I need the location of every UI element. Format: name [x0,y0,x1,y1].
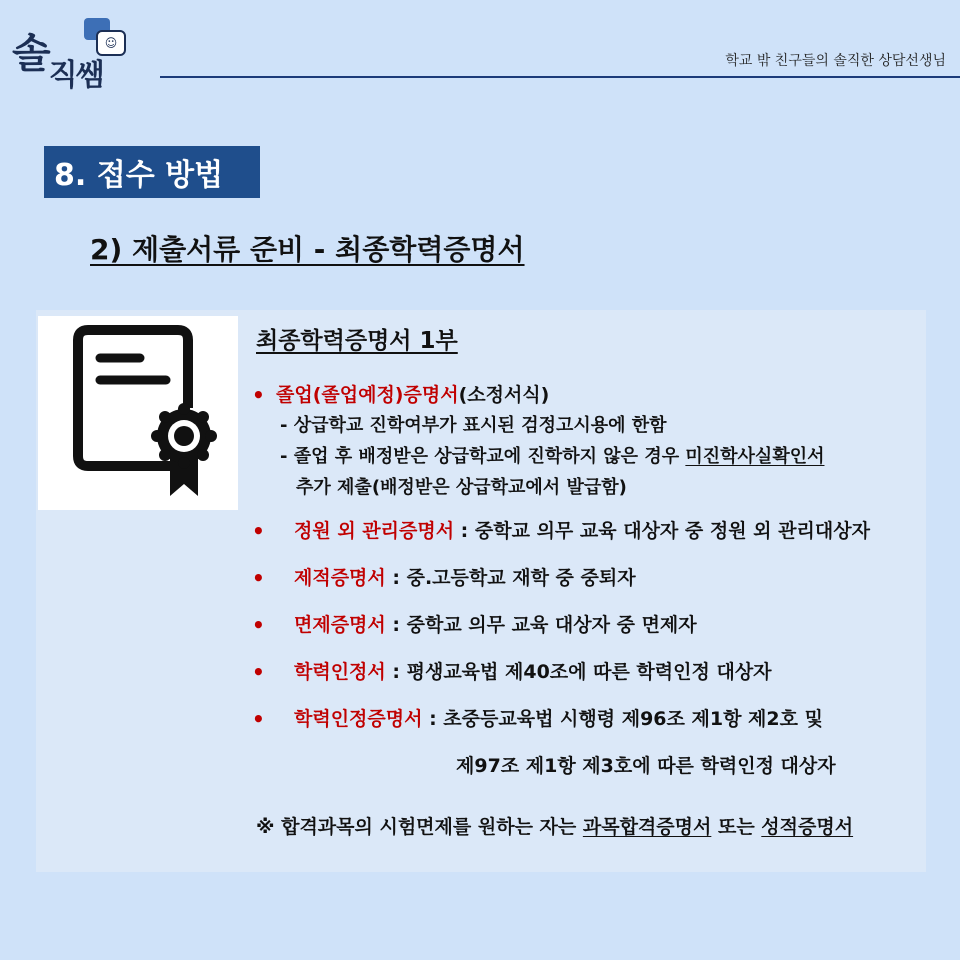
list-item: • 정원 외 관리증명서 : 중학교 의무 교육 대상자 중 정원 외 관리대상자 [252,519,870,543]
list-subitem: - 졸업 후 배정받은 상급학교에 진학하지 않은 경우 미진학사실확인서 [280,446,825,467]
doc-title: 최종학력증명서 1부 [256,328,458,354]
list-item-continuation: 제97조 제1항 제3호에 따른 학력인정 대상자 [456,755,836,777]
list-item: • 학력인정서 : 평생교육법 제40조에 따른 학력인정 대상자 [252,660,772,684]
note: ※ 합격과목의 시험면제를 원하는 자는 과목합격증명서 또는 성적증명서 [256,816,854,838]
list-item: • 졸업(졸업예정)증명서(소정서식) [256,381,936,410]
logo-bubble-face: ☺ [96,30,126,56]
header-divider [160,76,960,78]
logo-text: 솔$_{직쌤}$ [12,31,103,93]
list-subitem: - 상급학교 진학여부가 표시된 검정고시용에 한함 [280,415,667,436]
certificate-icon [38,316,238,510]
section-title: 8. 접수 방법 [44,146,260,198]
bullet: • [252,383,265,407]
sub-title: 2) 제출서류 준비 - 최종학력증명서 [90,233,525,266]
list-subitem: 추가 제출(배정받은 상급학교에서 발급함) [296,477,627,498]
list-item: • 학력인정증명서 : 초중등교육법 시행령 제96조 제1항 제2호 및 [252,707,823,731]
list-item: • 제적증명서 : 중.고등학교 재학 중 중퇴자 [252,566,636,590]
icon-box [38,316,238,510]
requirements-list [252,322,936,842]
header-tagline: 학교 밖 친구들의 솔직한 상담선생님 [725,53,946,69]
list-item: • 면제증명서 : 중학교 의무 교육 대상자 중 면제자 [252,613,697,637]
logo [8,8,158,100]
